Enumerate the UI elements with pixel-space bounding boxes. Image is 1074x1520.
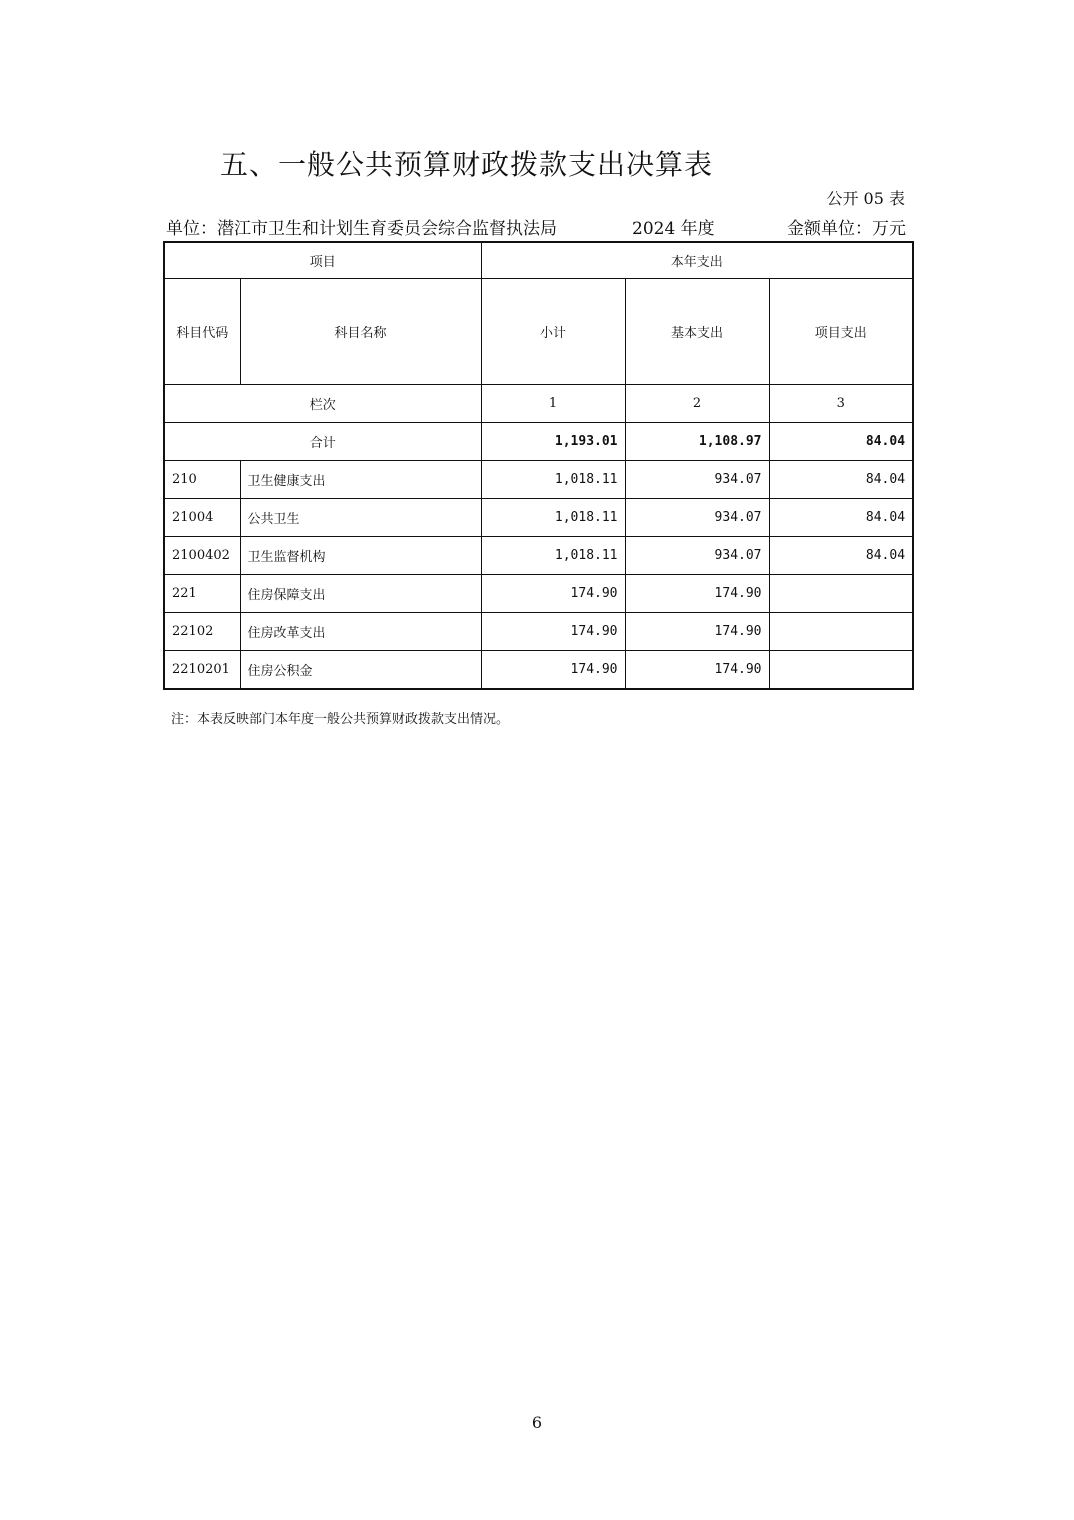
header-current-year: 本年支出 [481, 242, 913, 279]
expenditure-table [163, 241, 914, 690]
meta-row [166, 214, 906, 239]
row-subtotal: 174.90 [481, 575, 625, 613]
row-subtotal: 174.90 [481, 613, 625, 651]
index-2: 2 [625, 385, 769, 423]
row-subtotal: 174.90 [481, 651, 625, 690]
col-basic-header: 基本支出 [625, 279, 769, 385]
row-code: 22102 [164, 613, 240, 651]
total-label: 合计 [164, 423, 481, 461]
row-basic: 934.07 [625, 499, 769, 537]
form-number: 公开 05 表 [826, 189, 905, 208]
row-name: 公共卫生 [240, 499, 481, 537]
table-row [164, 461, 913, 499]
row-subtotal: 1,018.11 [481, 461, 625, 499]
col-name-header: 科目名称 [240, 279, 481, 385]
header-project: 项目 [164, 242, 481, 279]
header-row-top [164, 242, 913, 279]
row-basic: 934.07 [625, 537, 769, 575]
index-row [164, 385, 913, 423]
row-code: 21004 [164, 499, 240, 537]
footnote: 注：本表反映部门本年度一般公共预算财政拨款支出情况。 [171, 712, 510, 727]
row-name: 卫生监督机构 [240, 537, 481, 575]
table-row [164, 537, 913, 575]
row-name: 住房保障支出 [240, 575, 481, 613]
row-project [769, 613, 913, 651]
row-basic: 934.07 [625, 461, 769, 499]
row-project [769, 575, 913, 613]
row-project: 84.04 [769, 499, 913, 537]
year-label: 2024 年度 [632, 219, 715, 239]
total-subtotal: 1,193.01 [481, 423, 625, 461]
row-code: 210 [164, 461, 240, 499]
col-code-header: 科目代码 [164, 279, 240, 385]
table-row [164, 575, 913, 613]
row-code: 221 [164, 575, 240, 613]
row-basic: 174.90 [625, 613, 769, 651]
page-number: 6 [531, 1413, 543, 1432]
row-subtotal: 1,018.11 [481, 537, 625, 575]
row-name: 住房公积金 [240, 651, 481, 690]
header-row-columns [164, 279, 913, 385]
currency-label: 金额单位：万元 [787, 219, 906, 239]
total-row [164, 423, 913, 461]
total-project: 84.04 [769, 423, 913, 461]
index-1: 1 [481, 385, 625, 423]
row-basic: 174.90 [625, 651, 769, 690]
table-row [164, 499, 913, 537]
row-code: 2100402 [164, 537, 240, 575]
col-subtotal-header: 小计 [481, 279, 625, 385]
row-subtotal: 1,018.11 [481, 499, 625, 537]
index-label: 栏次 [164, 385, 481, 423]
row-basic: 174.90 [625, 575, 769, 613]
row-name: 住房改革支出 [240, 613, 481, 651]
total-basic: 1,108.97 [625, 423, 769, 461]
page-title: 五、一般公共预算财政拨款支出决算表 [220, 148, 714, 181]
col-project-header: 项目支出 [769, 279, 913, 385]
index-3: 3 [769, 385, 913, 423]
row-project: 84.04 [769, 537, 913, 575]
row-name: 卫生健康支出 [240, 461, 481, 499]
row-code: 2210201 [164, 651, 240, 690]
unit-label: 单位：潜江市卫生和计划生育委员会综合监督执法局 [166, 219, 557, 239]
row-project [769, 651, 913, 690]
table-row [164, 613, 913, 651]
table-row [164, 651, 913, 690]
row-project: 84.04 [769, 461, 913, 499]
